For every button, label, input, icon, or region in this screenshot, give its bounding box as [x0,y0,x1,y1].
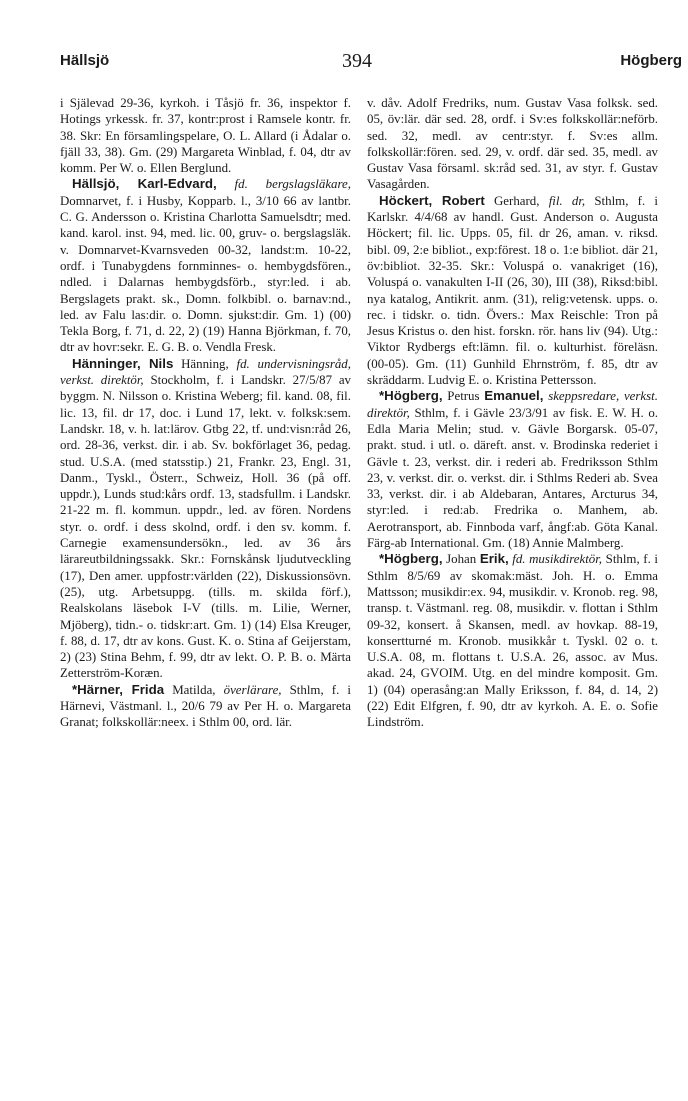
entry-text: Sthlm, f. i Karlskr. 4/4/68 av handl. Gust. Anderson o. Augusta Höckert; fil. lic. Upps. 05, fil. dr 26, aman. v. riksd. bibl. 09, 2:e bibliot., exp:förest. 18 o. 1:e bibliot. där 21, öv:bibliot. 32-35. Skr.: Voluspá o. vanakriget (16), Voluspá o. vanakulten I-II (26, 30), III (38), Riksd:bibl. nya katalog, Antikrit. anm. (31), relig:vetensk. upps. o. rec. i tidskr. o. tidn. Övers.: Max Reischle: Tron på Jesus Kristus o. den hist. forskn. rör. hans liv (94). Utg.: Viktor Rydbergs eft:lämn. fil. o. kulturhist. föreläsn. (00-05). Gm. (11) Gunhild Ehrnström, f. 85, dtr av skräddarm. Ludvig E. o. Kristina Pettersson. [367,193,658,388]
entry-harner-frida [60,682,351,731]
entry-title: fd. undervisningsråd, verkst. direktör, [60,356,351,388]
entry-text: i Själevad 29-36, kyrkoh. i Tåsjö fr. 36, inspektor f. Hotings yrkessk. fr. 37, kontr:prost i Ramsele kontr. fr. 38. Skr: En församlingspelare, O. L. Allard (i Ådalar o. fjäll 33, 38). Gm. (29) Margareta Winblad, f. 04, dtr av komm. Per W. o. Ellen Berglund. [60,96,351,176]
header-first-entry: Hällsjö [60,52,110,69]
entry-hogberg-emanuel [367,388,658,551]
entry-continuation [367,95,658,193]
entry-name-second: Erik, [479,551,509,567]
left-column [60,95,351,731]
entry-title: skeppsredare, verkst. direktör, [367,389,658,420]
entry-title: fd. bergslagsläkare, [234,177,351,192]
entry-name-plain: Johan [446,552,477,567]
header-last-entry: Högberg [620,52,682,69]
entry-name-plain: Hänning, [181,356,229,371]
entry-text: Domnarvet, f. i Husby, Kopparb. l., 3/10 66 av lantbr. C. G. Andersson o. Kristina Charlotta Samuelsdtr; med. kand. karol. inst. 94, med. lic. 00, gruv- o. bergslagsläk. v. Domnarvet-Kvarnsveden 00-32, landst:m. 10-22, ordf. i Tunabygdens fornminnes- o. hembygdsfören., ndled. i Dalarnas hembygdsförb., styr:led. i ab. Bergslagets prakt. sk., Domn. folkbibl. o. barnav:nd., led. av Falu las:dir. o. Domn. sjukst:dir. Gm. 1) (00) Tekla Borg, f. 71, d. 22, 2) (19) Hanna Björkman, f. 70, dtr av hovr:sekr. E. G. B. o. Vendla Fresk. [60,193,351,355]
entry-hanninger-nils [60,356,351,682]
entry-name: *Högberg, [379,551,443,567]
entry-name: Hänninger, Nils [72,355,174,371]
entry-title: överlärare, [223,682,282,697]
entry-text: Stockholm, f. i Landskr. 27/5/87 av byggm. N. Nilsson o. Kristina Weberg; fil. kand. 08, fil. lic. 13, fil. dr 17, doc. i Lund 17, lekt. v. folksk:sem. Landskr. 18, v. h. lat:lärov. Gtbg 22, tf. und:visn:råd 26, ord. 28-36, verkst. dir. i ab. Sv. bokförlaget 36, pedag. stud. U.S.A. (med statsstip.) 21, Frankr. 23, Engl. 31, Danm., Tyskl., Österr., Schweiz, Holl. 36 (på off. uppdr.), Lunds stud:kårs ordf. 13, stadsfullm. i Landskr. 21-22 m. fl. kommun. uppdr., led. av fören. Nordens styr. o. ordf. i dess skolnd, ordf. i den sv. komm. f. Carnegie examensundersökn., led. av 36 års lärareutbildningssakk. Skr.: Fornskånsk ljudutveckling (17), Den amer. uppfostr:världen (22), Diskussionsövn. (25), utg. Arbetsuppg. (tills. m. skilda förf.), Realskolans läsebok I-V (tills. m. Lilie, Werner, Mjöberg), tidn.- o. tidskr:art. Gm. 1) (14) Elsa Kreuger, f. 88, d. 17, dtr av kons. Gust. K. o. Stina af Geijerstam, 2) (23) Stina Behm, f. 99, dtr av lekt. O. P. B. o. Märta Zetterström-Koræn. [60,373,351,681]
entry-name: Höckert, Robert [379,192,485,208]
entry-name-plain: Gerhard, [494,193,540,208]
entry-name-prefix: *Högberg, [379,388,443,404]
entry-name: Hällsjö, Karl-Edvard, [72,176,217,192]
entry-hallsjo-karl-edvard [60,176,351,355]
entry-name-plain: Matilda, [172,682,216,697]
running-header [60,50,682,74]
entry-text: Sthlm, f. i Sthlm 8/5/69 av skomak:mäst. Joh. H. o. Emma Mattsson; musikdir:ex. 94, musikdir. v. Kronob. reg. 98, transp. t. Västmanl. reg. 08, musikdir. v. flottan i Sthlm 09-32, konsert. å Skansen, medl. av hovkap. 88-19, konsertturné m. Kronob. musikkår t. Tyskl. 02 o. t. U.S.A. 08, m. flottans t. U.S.A. 26, assoc. av Mus. akad. 24, GVOIM. Utg. en del mindre komposit. Gm. 1) (04) operasång:an Mally Eriksson, f. 84, d. 14, 2) (22) Edit Elfgren, f. 90, dtr av kyrkoh. A. E. o. Sofie Lindström. [367,552,658,730]
page-number: 394 [342,50,372,72]
entry-name: *Härner, Frida [72,681,165,697]
entry-title: fd. musikdirektör, [512,552,603,567]
entry-text: Sthlm, f. i Härnevi, Västmanl. l., 20/6 79 av Per H. o. Margareta Granat; folkskollär:neex. i Sthlm 00, ord. lär. [60,682,351,730]
entry-text: v. dåv. Adolf Fredriks, num. Gustav Vasa folksk. sed. 05, öv:lär. där sed. 28, ordf. i Sv:es folkskollär:neförb. sed. 32, medl. av centr:styr. f. Sv:es allm. folkskollär:fören. sed. 29, v. ordf. där sed. 35, medl. av Gustav Vasa församl. sk:råd sed. 31, av styr. f. Gustav Vasagården. [367,96,658,192]
entry-text: Sthlm, f. i Gävle 23/3/91 av fisk. E. W. H. o. Edla Maria Melin; stud. v. Gävle Borgarsk. 05-07, prakt. stud. i utl. o. däreft. anst. v. Brodinska rederiet i Gävle t. 23, verkst. dir. i rederi ab. Fredriksson Sthlm 23, v. verkst. dir. o. verkst. dir. i Sthlms Rederi ab. Svea 33, verkst. dir. i ab Aldebaran, Antares, Arcturus 34, styr:led. i red:ab. Fredrika o. Manhem, ab. Aerotransport, ab. Finnboda varf, ångf:ab. Göta Kanal. Färg-ab International. Gm. (18) Annie Malmberg. [367,405,658,551]
entry-name: Emanuel, [484,388,544,404]
entry-hogberg-erik [367,551,658,730]
entry-continuation [60,95,351,176]
entry-name-plain: Petrus [447,389,480,404]
entry-title: fil. dr, [548,193,586,208]
entry-hockert-robert [367,193,658,389]
right-column [367,95,658,731]
